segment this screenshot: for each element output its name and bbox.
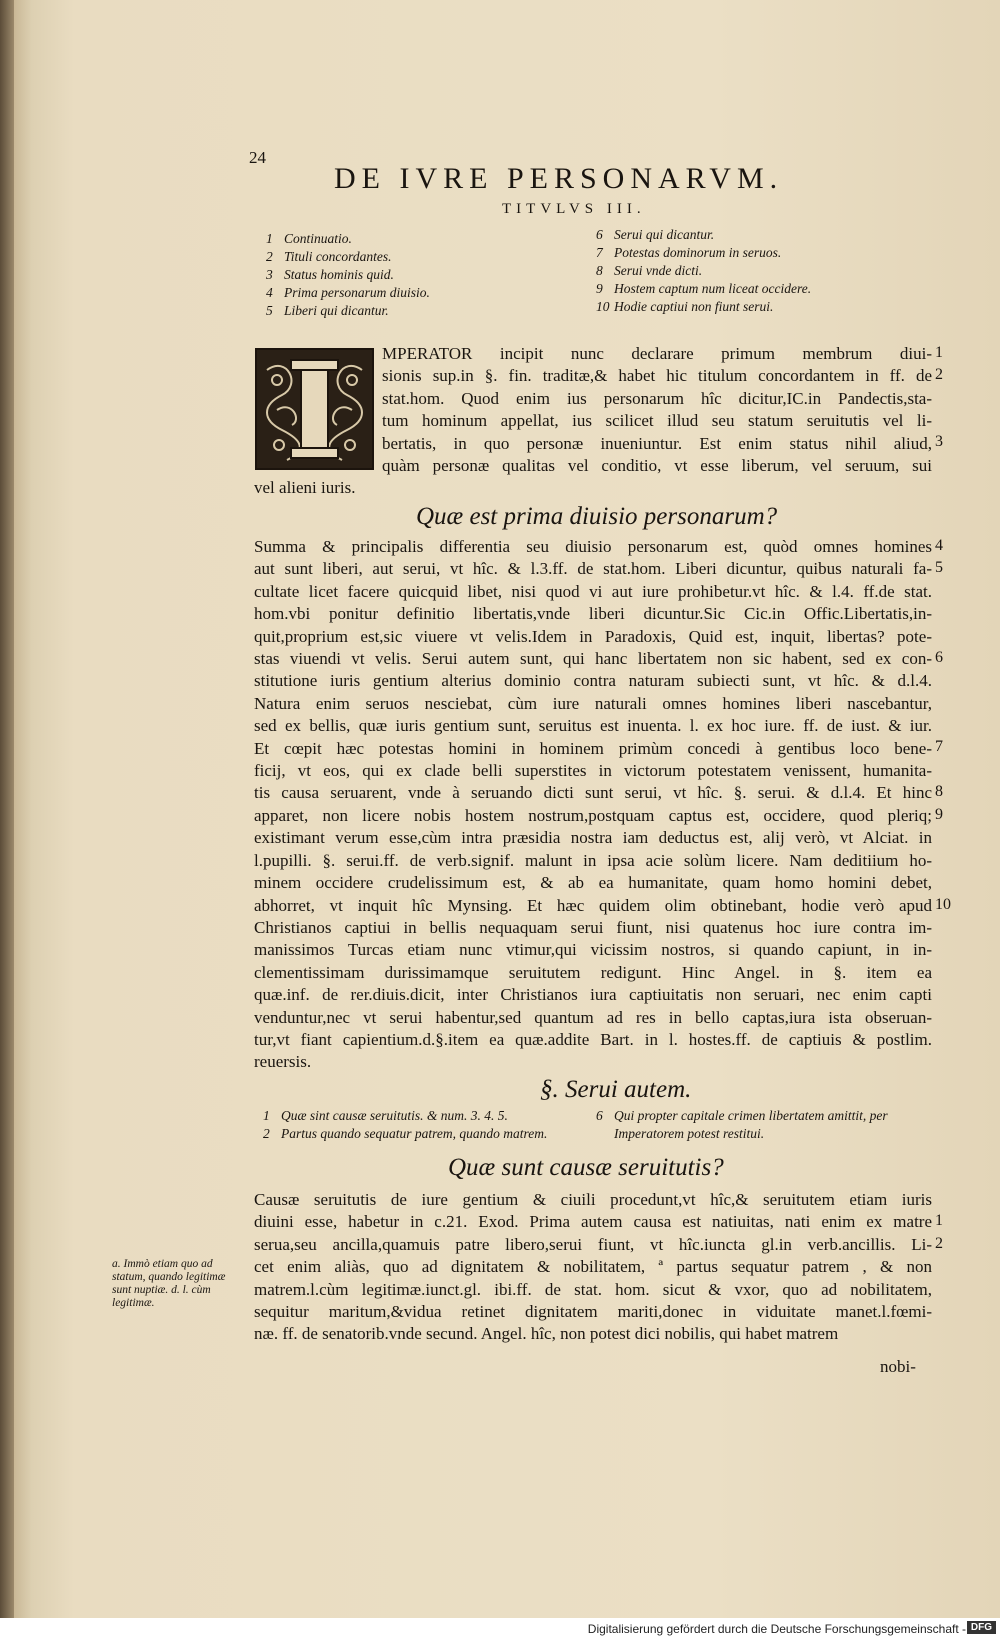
text-line: hom.vbi ponitur definitio libertatis,vnde liberi dicuntur.Sic Cic.in Offic.Libertatis,in- — [254, 604, 932, 624]
summary-item-number: 7 — [596, 245, 603, 260]
text-line: ficij, vt eos, qui ex clade belli superstites in victorum potestatem venissent, humanita- — [254, 761, 932, 781]
summary-item — [596, 1125, 888, 1143]
summary-item-number: 6 — [596, 1108, 603, 1123]
text-line: Et cœpit hæc potestas homini in hominem primùm concedi à gentibus loco bene- — [254, 738, 932, 758]
page-number: 24 — [249, 148, 266, 167]
summary-item-text: Continuatio. — [284, 231, 352, 246]
summary-item-text: Status hominis quid. — [284, 267, 394, 282]
summary-list-left — [266, 230, 430, 320]
body-paragraph-2 — [254, 1189, 932, 1346]
margin-number: 9 — [935, 806, 943, 823]
summary-item-text: Serui vnde dicti. — [614, 263, 703, 278]
text-line: Christianos captiui in bellis nequaquam serui fiunt, nisi quatenus hoc iure contra im- — [254, 917, 932, 937]
summary-item-number: 6 — [596, 227, 603, 242]
text-line: MPERATOR incipit nunc declarare primum membrum diui- — [382, 344, 932, 363]
margin-number: 7 — [935, 738, 943, 755]
summary-item-number: 2 — [266, 249, 273, 264]
summary-item — [596, 262, 811, 280]
margin-number: 1 — [935, 1212, 943, 1229]
margin-number: 2 — [935, 366, 943, 383]
summary-item-text: Imperatorem potest restitui. — [614, 1126, 765, 1141]
text-line: sequitur maritum,&vidua retinet dignitatem mariti,donec in viduitate manet.l.fœmi- — [254, 1302, 932, 1322]
summary-item-number: 10 — [596, 299, 610, 314]
text-line: serua,seu ancilla,quamuis patre libero,serui fiunt, vt hîc.iuncta gl.in verb.ancillis. Li- — [254, 1234, 932, 1254]
margin-number: 10 — [935, 896, 951, 913]
summary-item — [596, 298, 811, 316]
summary-item-text: Qui propter capitale crimen libertatem amittit, per — [614, 1108, 888, 1123]
summary-item-number: 1 — [266, 231, 273, 246]
text-line: existimant verum esse,cùm intra præsidia nostra iam deductus est, alij verò, vt Alciat. in — [254, 828, 932, 848]
text-line: vel alieni iuris. — [254, 478, 356, 498]
summary-list-right — [596, 226, 811, 316]
text-line: stas viuendi vt velis. Serui autem sunt, qui hanc libertatem non sic habent, sed ex con- — [254, 649, 932, 669]
summary-item-number: 9 — [596, 281, 603, 296]
text-line: bertatis, in quo personæ inueniuntur. Est enim status nihil aliud, — [382, 433, 932, 453]
text-line: venduntur,nec vt serui habentur,sed quantum ad res in bello captas,iura ista obseruan- — [254, 1007, 932, 1027]
text-line: matrem.l.cùm legitimæ.iunct.gl. ibi.ff. de stat. hom. sicut & vxor, quo ad nobilitatem, — [254, 1279, 932, 1299]
text-line: abhorret, vt inquit hîc Mynsing. Et hæc quidem olim obtinebant, hodie verò apud — [254, 895, 932, 915]
marginal-note: a. Immò etiam quo ad statum, quando legitimæ sunt nuptiæ. d. l. cùm legitimæ. — [112, 1258, 226, 1309]
section-summary-right — [596, 1107, 888, 1143]
summary-item-text: Hodie captiui non fiunt serui. — [614, 299, 774, 314]
text-line: næ. ff. de senatorib.vnde secund. Angel. hîc, non potest dici nobilis, qui habet matrem — [254, 1324, 839, 1344]
text-line: apparet, non licere nobis hostem nostrum,postquam captus est, occidere, quod pleriq; — [254, 805, 932, 825]
margin-number: 4 — [935, 537, 943, 554]
body-paragraph-1 — [254, 536, 932, 1074]
text-line: manissimos Turcas etiam nunc vtimur,qui vicissim nostros, si quando capiunt, in in- — [254, 940, 932, 960]
summary-item-text: Liberi qui dicantur. — [284, 303, 389, 318]
book-gutter — [0, 0, 14, 1641]
summary-item-text: Prima personarum diuisio. — [284, 285, 430, 300]
summary-item-number: 3 — [266, 267, 273, 282]
text-line: stitutione iuris gentium alterius dominio contra naturam subiecti sunt, vt hîc. & d.l.4. — [254, 671, 932, 691]
intro-paragraph — [254, 343, 932, 500]
margin-number: 1 — [935, 344, 943, 361]
titulus-heading: TITVLVS III. — [502, 201, 646, 217]
text-line: quæ.inf. de rer.diuis.dicit, inter Christianos iura captiuitatis non seruari, nec enim capti — [254, 985, 932, 1005]
text-line: Natura enim seruos nesciebat, cùm iure naturali omnes homines liberi nascebantur, — [254, 693, 932, 713]
text-line: aut sunt liberi, aut serui, vt hîc. & l.3.ff. de stat.hom. Liberi dicuntur, quibus naturali fa- — [254, 559, 932, 579]
summary-item — [263, 1125, 547, 1143]
summary-item — [266, 266, 430, 284]
summary-item — [596, 280, 811, 298]
summary-item — [596, 244, 811, 262]
running-head: DE IVRE PERSONARVM. — [334, 162, 784, 195]
question-heading-2: Quæ sunt causæ seruitutis? — [448, 1154, 724, 1181]
margin-number: 2 — [935, 1235, 943, 1252]
text-line: minem occidere crudelissimum est, & ab ea humanitate, quam homo homini debet, — [254, 873, 932, 893]
summary-item-text: Quæ sint causæ seruitutis. & num. 3. 4. 5. — [281, 1108, 508, 1123]
summary-item — [266, 230, 430, 248]
section-summary-left — [263, 1107, 547, 1143]
text-line: quit,proprium est,sic viuere vt velis.Idem in Paradoxis, Quid est, inquit, libertas? pote- — [254, 626, 932, 646]
catchword: nobi- — [880, 1357, 916, 1376]
digitization-footer — [0, 1618, 1000, 1641]
summary-item-text: Serui qui dicantur. — [614, 227, 715, 242]
summary-item-number: 5 — [266, 303, 273, 318]
text-line: Summa & principalis differentia seu diuisio personarum est, quòd omnes homines — [254, 537, 932, 556]
summary-item-text: Partus quando sequatur patrem, quando matrem. — [281, 1126, 548, 1141]
question-heading-1: Quæ est prima diuisio personarum? — [416, 503, 778, 530]
text-line: reuersis. — [254, 1052, 312, 1072]
section-heading: §. Serui autem. — [540, 1076, 692, 1103]
text-line: sed ex bellis, quæ iuris gentium sunt, seruitus est inuenta. l. ex hoc iure. ff. de iust. & iur. — [254, 716, 932, 736]
summary-item — [596, 226, 811, 244]
text-line: diuini esse, habetur in c.21. Exod. Prima autem causa est natiuitas, nati enim ex matre — [254, 1212, 932, 1232]
summary-item-number: 4 — [266, 285, 273, 300]
summary-item-text: Potestas dominorum in seruos. — [614, 245, 782, 260]
summary-item — [596, 1107, 888, 1125]
summary-item — [266, 284, 430, 302]
text-line: tis causa seruarent, vnde à seruando dicti sunt serui, vt hîc. §. serui. & d.l.4. Et hinc — [254, 783, 932, 803]
text-line: l.pupilli. §. serui.ff. de verb.signif. malunt in ipsa acie solùm licere. Nam deditiium ho- — [254, 850, 932, 870]
margin-number: 5 — [935, 559, 943, 576]
text-line: tur,vt fiant capientium.d.§.item ea quæ.addite Bart. in l. hostes.ff. de captiuis & postlim. — [254, 1029, 932, 1049]
margin-number: 6 — [935, 649, 943, 666]
summary-item — [263, 1107, 547, 1125]
dfg-logo: DFG — [967, 1621, 996, 1634]
text-line: clementissimam durissimamque seruitutem redigunt. Hinc Angel. in §. item ea — [254, 962, 932, 982]
text-line: sionis sup.in §. fin. traditæ,& habet hic titulum concordantem in ff. de — [382, 366, 932, 386]
margin-number: 3 — [935, 433, 943, 450]
text-line: Causæ seruitutis de iure gentium & ciuili procedunt,vt hîc,& seruitutem etiam iuris — [254, 1190, 932, 1209]
summary-item-number: 8 — [596, 263, 603, 278]
text-line: cultate licet facere quicquid libet, nisi quod vi aut iure prohibetur.vt hîc. & l.4. ff.de stat. — [254, 581, 932, 601]
summary-item — [266, 248, 430, 266]
summary-item-number: 1 — [263, 1108, 270, 1123]
margin-number: 8 — [935, 783, 943, 800]
text-line: stat.hom. Quod enim ius personarum hîc dicitur,IC.in Pandectis,sta- — [382, 388, 932, 408]
footer-text: Digitalisierung gefördert durch die Deutsche Forschungsgemeinschaft - — [587, 1622, 966, 1636]
text-line: tum hominum appellat, ius scilicet illud seu statum seruitutis vel li- — [382, 411, 932, 431]
summary-item-text: Tituli concordantes. — [284, 249, 392, 264]
summary-item — [266, 302, 430, 320]
summary-item-text: Hostem captum num liceat occidere. — [614, 281, 812, 296]
summary-item-number: 2 — [263, 1126, 270, 1141]
text-line: cet enim aliàs, quo ad dignitatem & nobilitatem, ª partus sequatur patrem , & non — [254, 1257, 932, 1277]
text-line: quàm personæ qualitas vel conditio, vt esse liberum, vel seruum, sui — [382, 456, 932, 476]
